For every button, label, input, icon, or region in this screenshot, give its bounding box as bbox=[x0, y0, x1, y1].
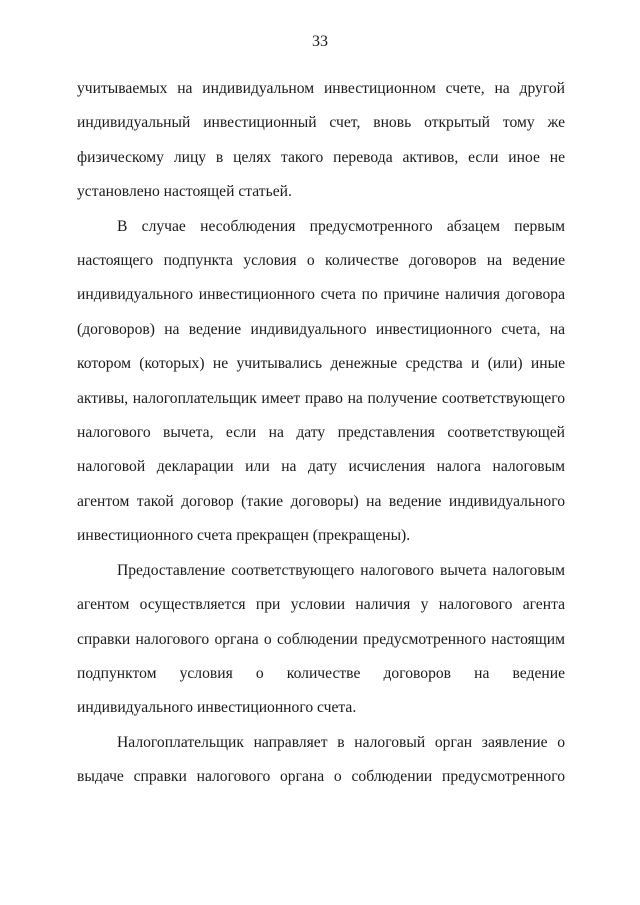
document-body bbox=[77, 72, 565, 795]
paragraph-deduction-provision: Предоставление соответствующего налогового вычета налоговым агентом осуществляется при условии наличия у налогового агента справки налогового органа о соблюдении предусмотренного настоящим подпунктом условия о количестве договоров на ведение индивидуального инвестиционного счета. bbox=[77, 561, 565, 717]
paragraph-taxpayer-application: Налогоплательщик направляет в налоговый орган заявление о выдаче справки налогового органа о соблюдении предусмотренного bbox=[77, 733, 565, 786]
page-number: 33 bbox=[312, 33, 328, 50]
paragraph-nonfulfillment-case: В случае несоблюдения предусмотренного абзацем первым настоящего подпункта условия о количестве договоров на ведение индивидуального инвестиционного счета по причине наличия договора (договоров) на ведение индивидуального инвестиционного счета, на котором (которых) не учитывались денежные средства и (или) иные активы, налогоплательщик имеет право на получение соответствующего налогового вычета, если на дату представления соответствующей налоговой декларации или на дату исчисления налога налоговым агентом такой договор (такие договоры) на ведение индивидуального инвестиционного счета прекращен (прекращены). bbox=[77, 217, 565, 545]
paragraph-continuation: учитываемых на индивидуальном инвестиционном счете, на другой индивидуальный инвестиционный счет, вновь открытый тому же физическому лицу в целях такого перевода активов, если иное не установлено настоящей статьей. bbox=[77, 80, 565, 201]
